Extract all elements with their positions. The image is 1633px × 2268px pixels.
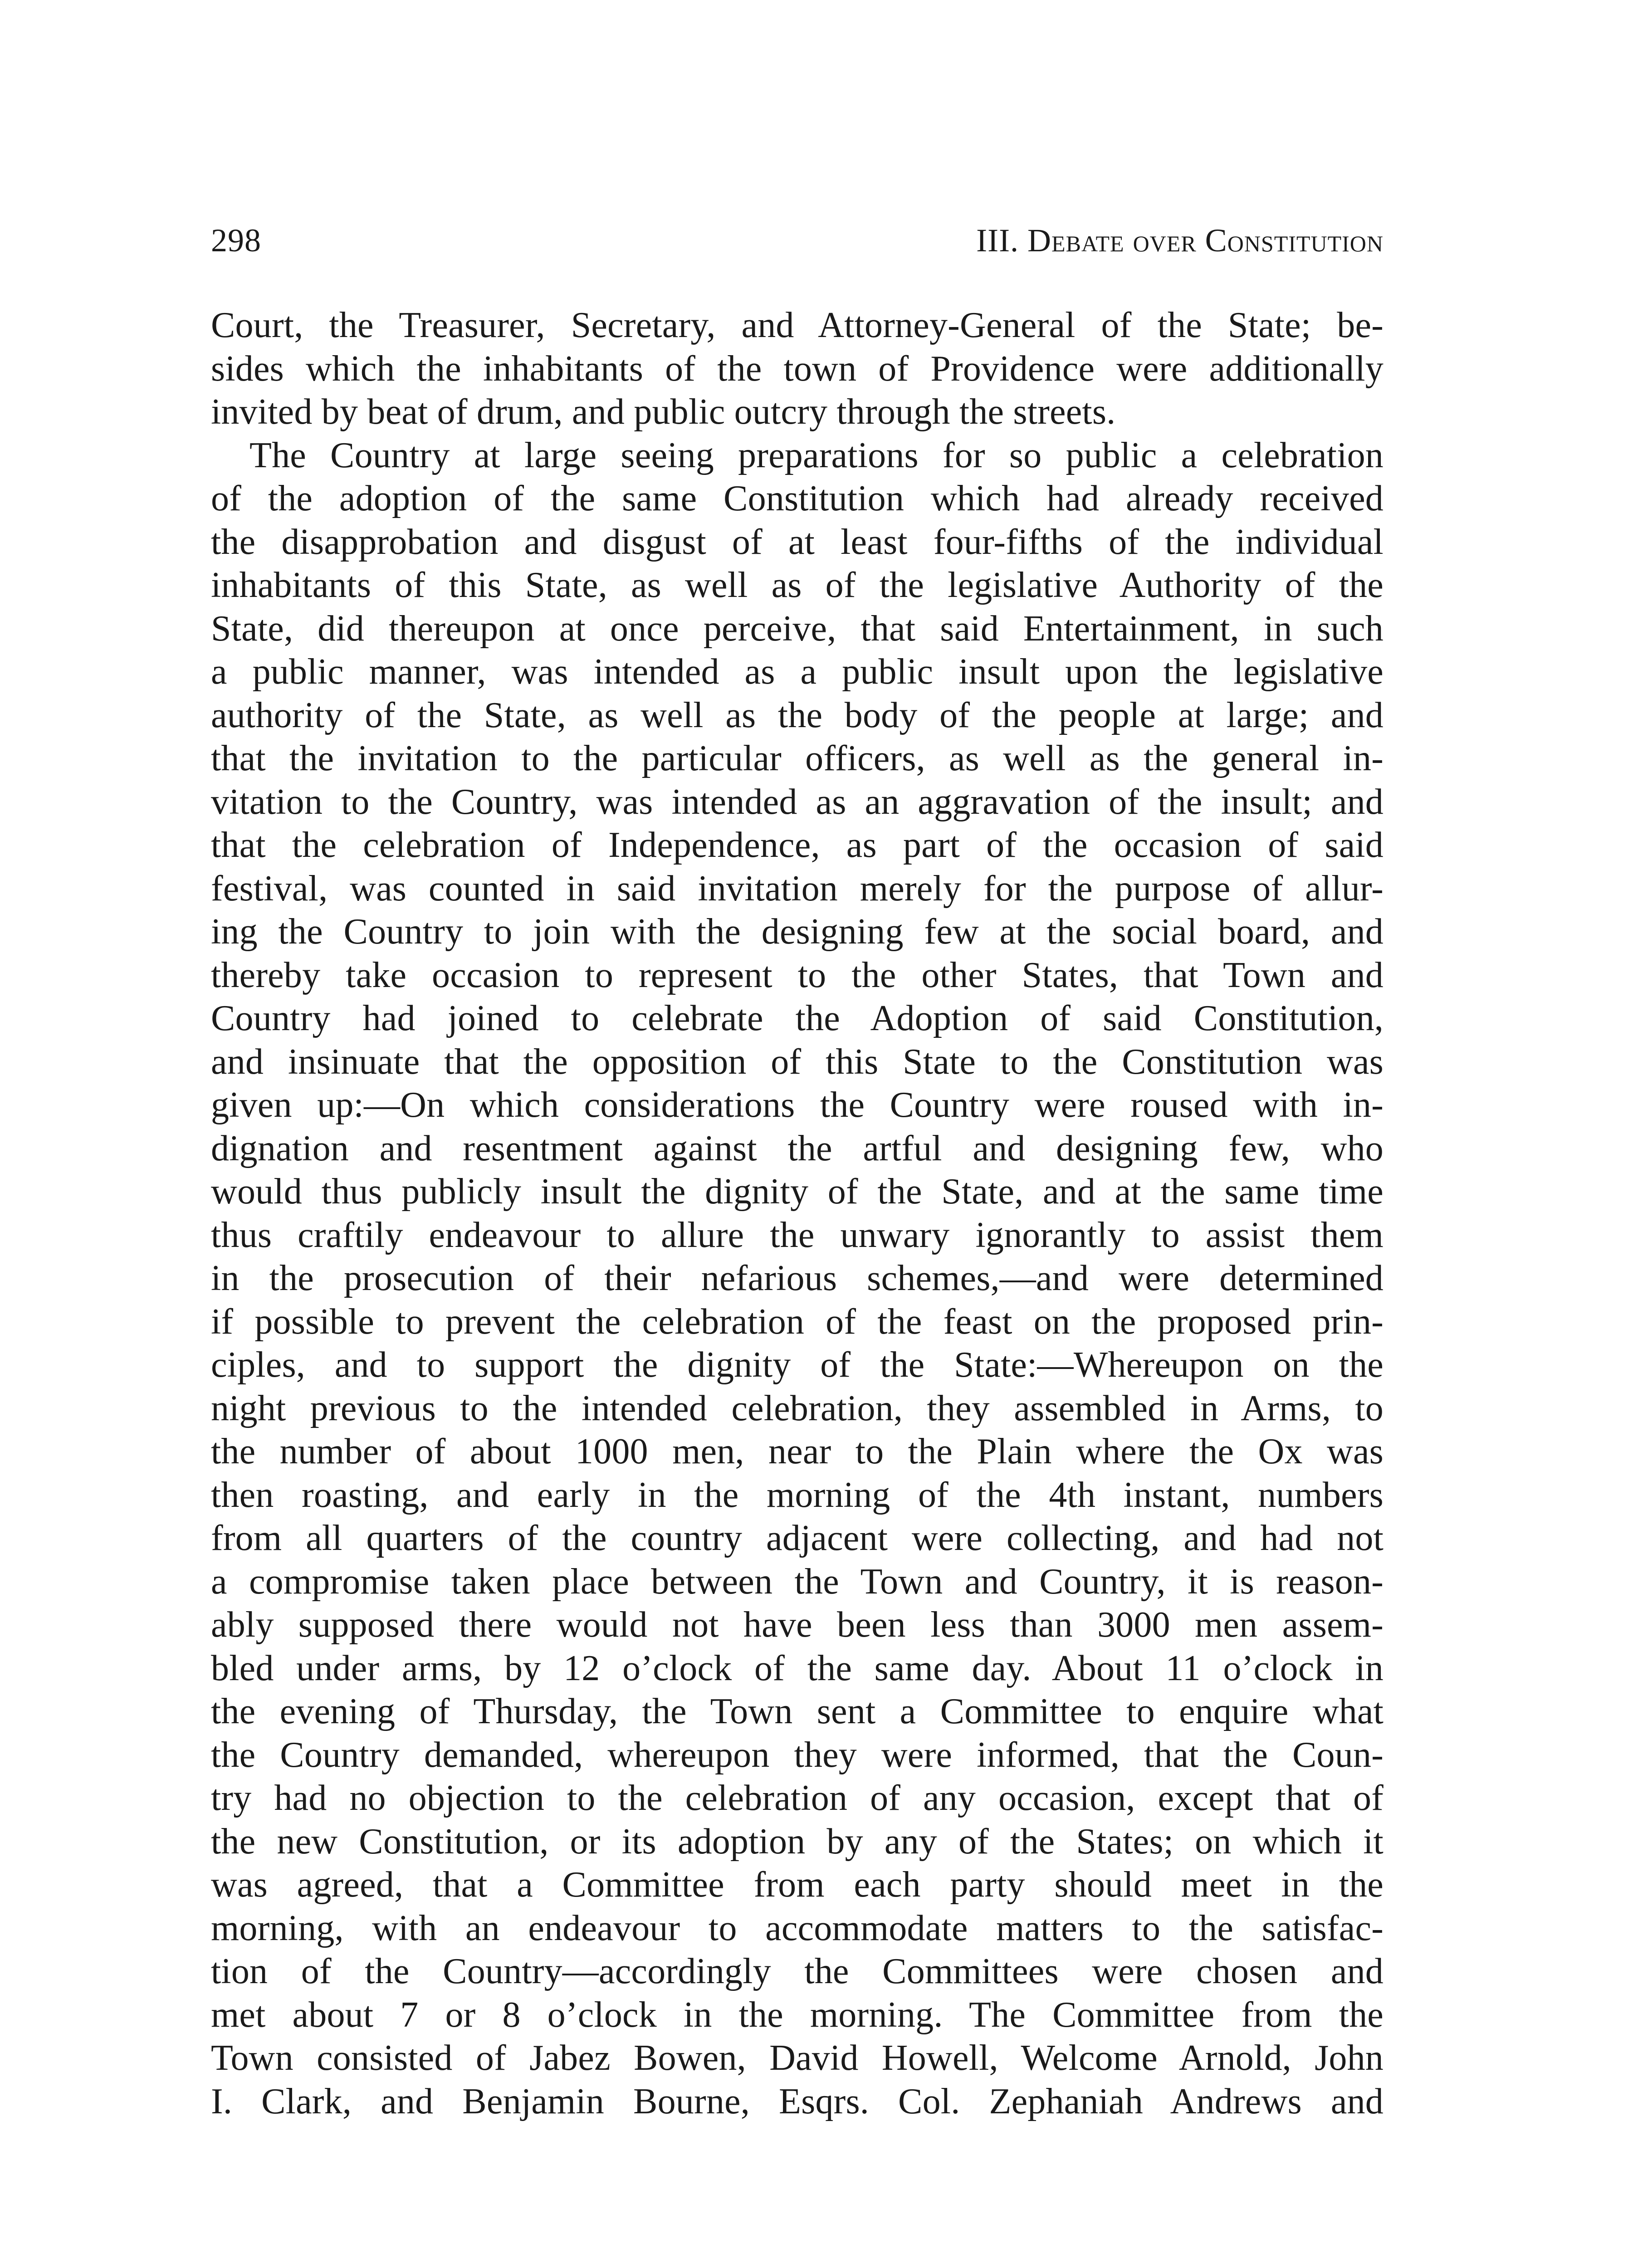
paragraph	[211, 434, 1384, 2124]
paragraph	[211, 304, 1384, 434]
page-number: 298	[211, 222, 261, 259]
text-line: dignation and resentment against the artful and designing few, who	[211, 1128, 1384, 1168]
text-line: invited by beat of drum, and public outcry through the streets.	[211, 392, 1116, 432]
text-line: tion of the Country—accordingly the Committees were chosen and	[211, 1951, 1384, 1991]
text-line: that the invitation to the particular officers, as well as the general in-	[211, 738, 1384, 778]
text-line: that the celebration of Independence, as part of the occasion of said	[211, 825, 1384, 865]
text-line: State, did thereupon at once perceive, that said Entertainment, in such	[211, 608, 1384, 649]
text-line: Town consisted of Jabez Bowen, David Howell, Welcome Arnold, John	[211, 2038, 1384, 2078]
text-line: festival, was counted in said invitation merely for the purpose of allur-	[211, 868, 1384, 909]
text-line: I. Clark, and Benjamin Bourne, Esqrs. Col. Zephaniah Andrews and	[211, 2081, 1384, 2121]
text-line: the new Constitution, or its adoption by any of the States; on which it	[211, 1821, 1384, 1862]
text-line: ably supposed there would not have been less than 3000 men assem-	[211, 1605, 1384, 1645]
text-line: Court, the Treasurer, Secretary, and Attorney-General of the State; be-	[211, 305, 1384, 345]
text-line: night previous to the intended celebration, they assembled in Arms, to	[211, 1388, 1384, 1428]
text-line: morning, with an endeavour to accommodate matters to the satisfac-	[211, 1908, 1384, 1948]
text-line: sides which the inhabitants of the town of Providence were additionally	[211, 348, 1384, 389]
text-line: would thus publicly insult the dignity of the State, and at the same time	[211, 1172, 1384, 1212]
text-line: from all quarters of the country adjacent were collecting, and had not	[211, 1518, 1384, 1558]
section-title: III. Debate over Constitution	[976, 222, 1384, 259]
text-line: ciples, and to support the dignity of the State:—Whereupon on the	[211, 1345, 1384, 1385]
text-line: The Country at large seeing preparations for so public a celebration	[249, 435, 1384, 475]
text-line: the disapprobation and disgust of at least four-fifths of the individual	[211, 522, 1384, 562]
text-line: a public manner, was intended as a public insult upon the legislative	[211, 652, 1384, 692]
text-line: authority of the State, as well as the body of the people at large; and	[211, 695, 1384, 735]
text-line: Country had joined to celebrate the Adoption of said Constitution,	[211, 998, 1384, 1038]
text-line: a compromise taken place between the Town and Country, it is reason-	[211, 1561, 1384, 1602]
text-line: try had no objection to the celebration of any occasion, except that of	[211, 1778, 1384, 1818]
text-line: ing the Country to join with the designing few at the social board, and	[211, 912, 1384, 952]
text-line: if possible to prevent the celebration of the feast on the proposed prin-	[211, 1301, 1384, 1342]
text-line: bled under arms, by 12 o’clock of the same day. About 11 o’clock in	[211, 1648, 1384, 1688]
text-line: given up:—On which considerations the Country were roused with in-	[211, 1085, 1384, 1125]
body-text	[211, 304, 1384, 2123]
text-line: thereby take occasion to represent to the other States, that Town and	[211, 955, 1384, 995]
text-line: the number of about 1000 men, near to the Plain where the Ox was	[211, 1432, 1384, 1471]
text-line: and insinuate that the opposition of this State to the Constitution was	[211, 1041, 1384, 1082]
text-line: then roasting, and early in the morning of the 4th instant, numbers	[211, 1475, 1384, 1515]
text-line: met about 7 or 8 o’clock in the morning. The Committee from the	[211, 1994, 1384, 2035]
running-head	[211, 218, 1384, 263]
text-line: the Country demanded, whereupon they were informed, that the Coun-	[211, 1735, 1384, 1775]
text-line: thus craftily endeavour to allure the unwary ignorantly to assist them	[211, 1215, 1384, 1255]
text-line: inhabitants of this State, as well as of the legislative Authority of the	[211, 565, 1384, 605]
text-line: the evening of Thursday, the Town sent a Committee to enquire what	[211, 1691, 1384, 1731]
text-line: of the adoption of the same Constitution which had already received	[211, 479, 1384, 518]
text-line: was agreed, that a Committee from each party should meet in the	[211, 1865, 1384, 1905]
text-line: vitation to the Country, was intended as an aggravation of the insult; and	[211, 782, 1384, 822]
text-line: in the prosecution of their nefarious schemes,—and were determined	[211, 1258, 1384, 1298]
